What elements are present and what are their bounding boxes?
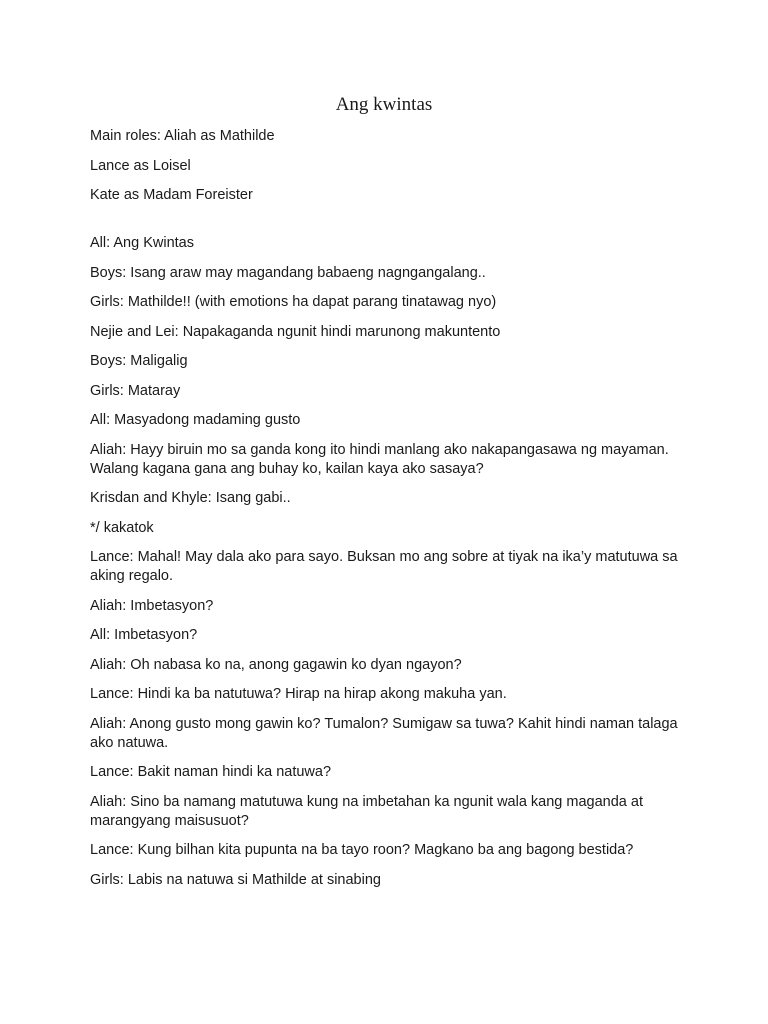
script-line: Girls: Mataray (90, 382, 181, 399)
script-line: Lance: Hindi ka ba natutuwa? Hirap na hirap akong makuha yan. (90, 686, 507, 702)
script-line: Boys: Isang araw may magandang babaeng nagngangalang.. (90, 264, 486, 281)
script-line: Lance: Bakit naman hindi ka natuwa? (90, 764, 332, 780)
document-body (90, 127, 690, 900)
script-line: All: Imbetasyon? (90, 627, 198, 643)
script-line: Nejie and Lei: Napakaganda ngunit hindi marunong makuntento (90, 323, 501, 340)
script-line: Girls: Labis na natuwa si Mathilde at sinabing (90, 871, 381, 888)
script-line: Aliah: Oh nabasa ko na, anong gagawin ko dyan ngayon? (90, 656, 462, 673)
document-title: Ang kwintas (335, 94, 433, 115)
script-line: Aliah: Imbetasyon? (90, 597, 214, 614)
script-line: Boys: Maligalig (90, 353, 188, 369)
script-line: Lance: Kung bilhan kita pupunta na ba tayo roon? Magkano ba ang bagong bestida? (90, 842, 634, 858)
roles-foreister: Kate as Madam Foreister (90, 187, 253, 203)
script-line: Aliah: Hayy biruin mo sa ganda kong ito hindi manlang ako nakapangasawa ng mayaman. Walang kagana gana ang buhay ko, kailan kaya ako sasaya? (90, 441, 669, 477)
script-line: Girls: Mathilde!! (with emotions ha dapat parang tinatawag nyo) (90, 294, 497, 310)
script-line: All: Masyadong madaming gusto (90, 412, 301, 428)
script-line: Aliah: Sino ba namang matutuwa kung na imbetahan ka ngunit wala kang maganda at marangyang maisusuot? (90, 793, 643, 829)
stage-direction: */ kakatok (90, 519, 154, 536)
script-line: Lance: Mahal! May dala ako para sayo. Buksan mo ang sobre at tiyak na ika’y matutuwa sa aking regalo. (90, 549, 678, 584)
script-line: Aliah: Anong gusto mong gawin ko? Tumalon? Sumigaw sa tuwa? Kahit hindi naman talaga ako natuwa. (90, 715, 678, 751)
script-line: Krisdan and Khyle: Isang gabi.. (90, 490, 291, 506)
script-line: All: Ang Kwintas (90, 235, 194, 251)
roles-main: Main roles: Aliah as Mathilde (90, 128, 275, 144)
roles-loisel: Lance as Loisel (90, 157, 191, 174)
